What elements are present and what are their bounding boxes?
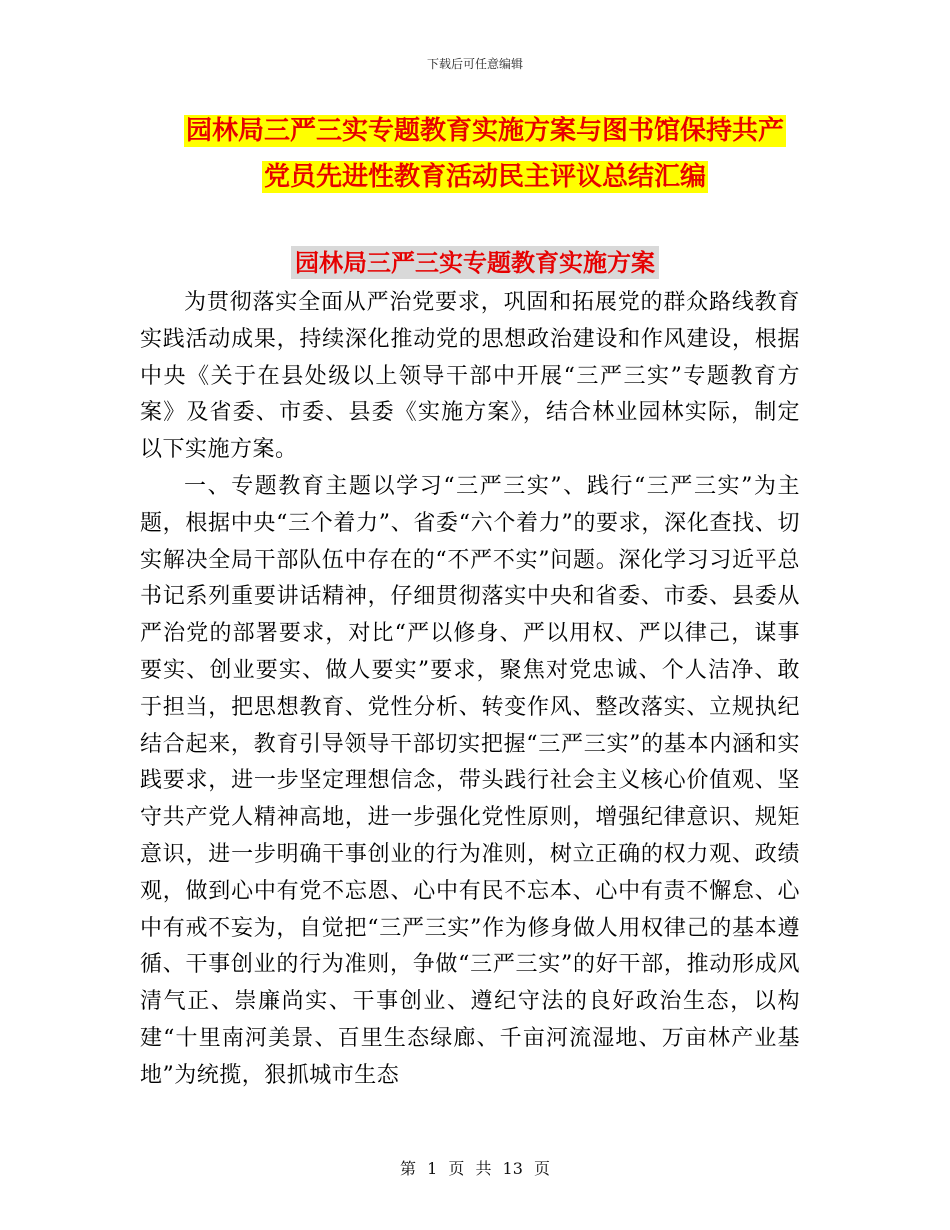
section-title-text: 园林局三严三实专题教育实施方案 — [291, 246, 659, 279]
document-title-line-2: 党员先进性教育活动民主评议总结汇编 — [263, 162, 706, 192]
document-title-line-1: 园林局三严三实专题教育实施方案与图书馆保持共产 — [185, 116, 784, 146]
document-title — [180, 108, 790, 200]
page-footer: 第 1 页 共 13 页 — [400, 1159, 550, 1178]
header-note: 下载后可任意编辑 — [426, 57, 523, 71]
section-title — [0, 243, 950, 278]
body-text — [140, 285, 800, 1095]
paragraph-2: 一、专题教育主题以学习“三严三实”、践行“三严三实”为主题，根据中央“三个着力”、省委“六个着力”的要求，深化查找、切实解决全局干部队伍中存在的“不严不实”问题。深化学习习近平总书记系列重要讲话精神，仔细贯彻落实中央和省委、市委、县委从严治党的部署要求，对比“严以修身、严以用权、严以律己，谋事要实、创业要实、做人要实”要求，聚焦对党忠诚、个人洁净、敢于担当，把思想教育、党性分析、转变作风、整改落实、立规执纪结合起来，教育引导领导干部切实把握“三严三实”的基本内涵和实践要求，进一步坚定理想信念，带头践行社会主义核心价值观、坚守共产党人精神高地，进一步强化党性原则，增强纪律意识、规矩意识，进一步明确干事创业的行为准则，树立正确的权力观、政绩观，做到心中有党不忘恩、心中有民不忘本、心中有责不懈怠、心中有戒不妄为，自觉把“三严三实”作为修身做人用权律己的基本遵循、干事创业的行为准则，争做“三严三实”的好干部，推动形成风清气正、崇廉尚实、干事创业、遵纪守法的良好政治生态，以构建“十里南河美景、百里生态绿廊、千亩河流湿地、万亩林产业基地”为统揽，狠抓城市生态 — [140, 473, 800, 1088]
paragraph-1: 为贯彻落实全面从严治党要求，巩固和拓展党的群众路线教育实践活动成果，持续深化推动党的思想政治建设和作风建设，根据中央《关于在县处级以上领导干部中开展“三严三实”专题教育方案》及省委、市委、县委《实施方案》，结合林业园林实际，制定以下实施方案。 — [140, 290, 800, 463]
